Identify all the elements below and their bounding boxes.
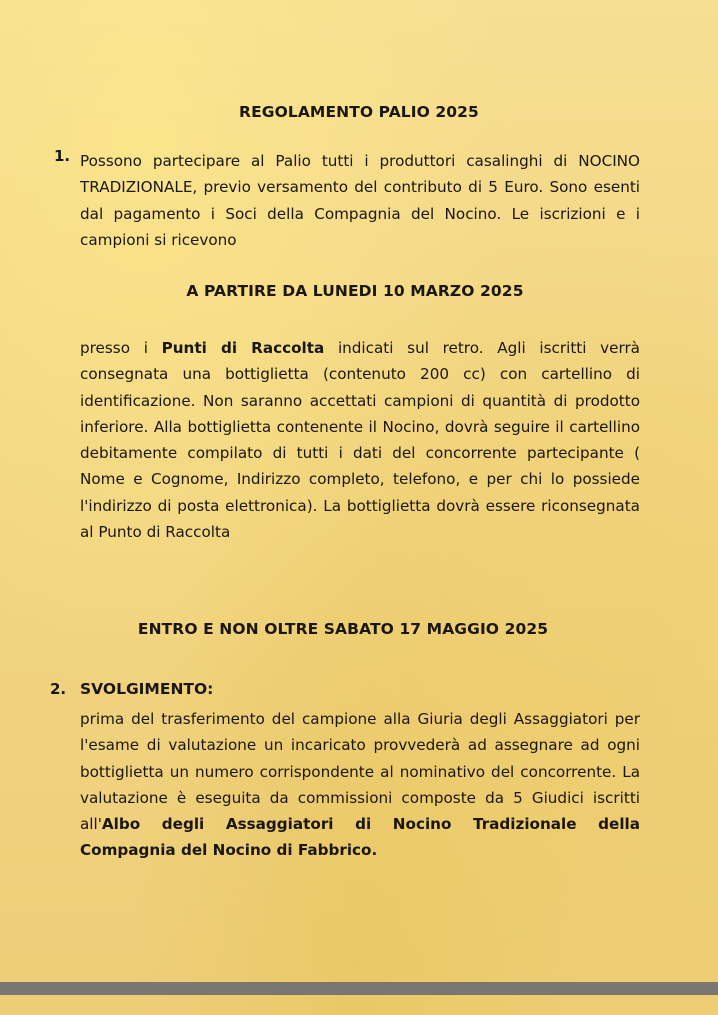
section-2-title: SVOLGIMENTO: — [80, 680, 214, 698]
section-2-text: prima del trasferimento del campione alla Giuria degli Assaggiatori per l'esame di valutazione un incaricato provvederà ad assegnare ad ogni bottiglietta un numero corrispondente al nominativo del concorrente. La valutazione è eseguita da commissioni composte da 5 Giudici iscritti all' — [80, 710, 640, 834]
paragraph-2-text-start: presso i — [80, 339, 162, 357]
section-1-paragraph: Possono partecipare al Palio tutti i produttori casalinghi di NOCINO TRADIZIONALE, previo versamento del contributo di 5 Euro. Sono esenti dal pagamento i Soci della Compagnia del Nocino. Le iscrizioni e i campioni si ricevono — [80, 152, 640, 249]
deadline-heading: ENTRO E NON OLTRE SABATO 17 MAGGIO 2025 — [137, 620, 549, 638]
start-date-heading: A PARTIRE DA LUNEDI 10 MARZO 2025 — [186, 282, 524, 300]
page-title: REGOLAMENTO PALIO 2025 — [239, 103, 479, 121]
judges-register-label: Albo degli Assaggiatori di Nocino Tradizionale della Compagnia del Nocino di Fabbrico. — [80, 815, 640, 860]
collection-points-label: Punti di Raccolta — [161, 339, 325, 357]
section-2-paragraph — [80, 706, 640, 864]
section-2-number: 2. — [50, 680, 67, 698]
paragraph-2-text-end: indicati sul retro. Agli iscritti verrà consegnata una bottiglietta (contenuto 200 cc) con cartellino di identificazione. Non saranno accettati campioni di quantità di prodotto inferiore. Alla bottiglietta contenente il Nocino, dovrà seguire il cartellino debitamente compilato di tutti i dati del concorrente partecipante ( Nome e Cognome, Indirizzo completo, telefono, e per chi lo possiede l'indirizzo di posta elettronica). La bottiglietta dovrà essere riconsegnata al Punto di Raccolta — [80, 339, 640, 542]
footer-bar — [0, 982, 718, 995]
section-1-paragraph-2 — [80, 335, 640, 545]
section-1-number: 1. — [54, 147, 71, 165]
